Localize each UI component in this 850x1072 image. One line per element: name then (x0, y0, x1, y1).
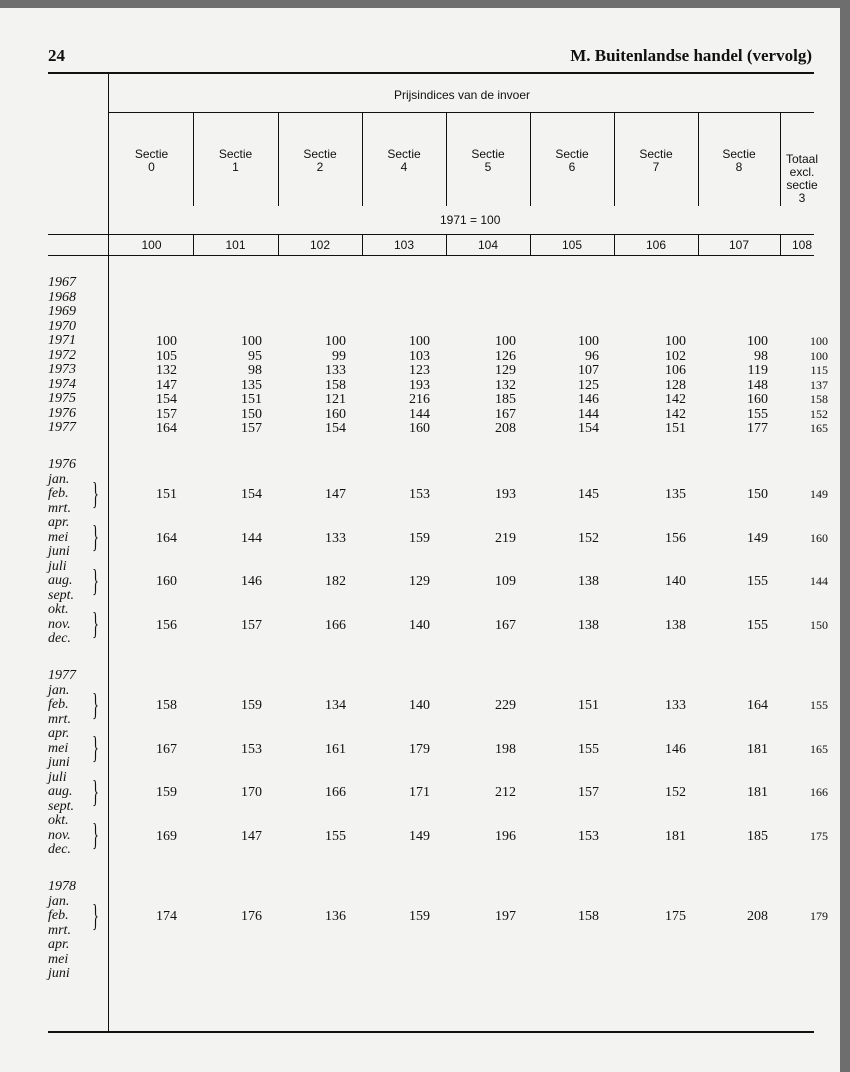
table-cell: 100 (665, 334, 686, 349)
table-cell: 158 (810, 392, 828, 406)
table-cell: 128 (665, 377, 686, 393)
table-cell: 155 (578, 741, 599, 757)
month-label: okt. (48, 813, 69, 828)
year-label: 1976 (48, 405, 76, 421)
table-cell: 154 (325, 421, 346, 436)
month-label: feb. (48, 697, 69, 712)
column-header-line: 6 (568, 160, 576, 174)
table-cell: 125 (578, 377, 599, 393)
table-cell: 100 (747, 334, 768, 349)
column-divider (446, 234, 447, 255)
column-divider (193, 112, 194, 206)
month-label: mei (48, 951, 69, 967)
column-header-line: 1 (232, 160, 239, 174)
table-cell: 170 (241, 785, 262, 800)
table-cell: 229 (495, 698, 516, 713)
table-cell: 103 (409, 348, 430, 364)
document-page (0, 8, 840, 1072)
column-header-line: Sectie (387, 147, 421, 161)
column-header-line: Sectie (303, 147, 337, 161)
table-cell: 136 (325, 909, 346, 924)
column-code: 106 (645, 238, 667, 252)
month-label: sept. (48, 587, 75, 603)
column-divider (530, 112, 531, 206)
table-cell: 153 (578, 828, 599, 844)
table-cell: 216 (409, 392, 430, 407)
column-header (278, 148, 362, 174)
table-cell: 159 (409, 530, 430, 546)
table-cell: 100 (241, 334, 262, 349)
table-cell: 154 (578, 421, 599, 436)
column-header-line: 8 (735, 160, 743, 174)
table-cell: 135 (241, 377, 262, 393)
table-cell: 160 (325, 406, 346, 422)
year-label: 1974 (48, 376, 76, 392)
column-code: 100 (141, 238, 162, 252)
table-cell: 177 (747, 421, 768, 436)
table-cell: 155 (810, 698, 828, 712)
column-header-line: Sectie (555, 147, 589, 161)
table-cell: 196 (495, 828, 516, 844)
month-label: feb. (48, 908, 69, 923)
month-label: jan. (48, 682, 70, 698)
header-rule-upper (48, 234, 814, 235)
table-cell: 100 (495, 334, 516, 349)
year-label: 1977 (48, 420, 76, 435)
year-label: 1971 (48, 333, 76, 348)
group-title: Prijsindices van de invoer (393, 88, 531, 102)
table-cell: 132 (495, 377, 516, 393)
column-header-line: Sectie (722, 147, 756, 161)
group-rule (108, 112, 814, 113)
month-label: okt. (48, 602, 69, 617)
table-cell: 152 (810, 406, 828, 421)
month-label: mei (48, 740, 69, 756)
table-cell: 140 (409, 617, 430, 633)
column-divider (614, 234, 615, 255)
year-label: 1970 (48, 318, 76, 334)
table-cell: 166 (325, 617, 346, 633)
table-cell: 181 (747, 741, 768, 757)
column-header (614, 148, 698, 174)
table-cell: 95 (248, 348, 262, 364)
column-header-line: 5 (484, 160, 492, 174)
table-cell: 146 (578, 392, 599, 407)
table-cell: 174 (156, 909, 177, 924)
table-cell: 142 (665, 406, 686, 422)
table-cell: 193 (409, 377, 430, 393)
table-cell: 157 (241, 421, 262, 436)
table-cell: 140 (409, 698, 430, 713)
table-cell: 109 (495, 574, 516, 589)
table-cell: 153 (409, 487, 430, 502)
table-cell: 185 (495, 392, 516, 407)
table-cell: 151 (156, 487, 177, 502)
column-header-line: Sectie (471, 147, 505, 161)
column-header-line: 4 (400, 160, 408, 174)
table-cell: 160 (747, 392, 768, 407)
month-label: apr. (48, 937, 70, 952)
column-header (780, 153, 824, 205)
table-cell: 166 (325, 785, 346, 800)
quarter-brace: } (92, 474, 99, 511)
month-label: juni (48, 755, 70, 770)
quarter-brace: } (92, 896, 99, 933)
column-divider (780, 112, 781, 206)
table-cell: 219 (495, 530, 516, 546)
column-header-line: 2 (316, 160, 324, 174)
table-cell: 164 (156, 421, 177, 436)
table-cell: 160 (409, 421, 430, 436)
table-cell: 185 (747, 828, 768, 844)
table-cell: 126 (495, 348, 516, 364)
month-label: juli (48, 769, 67, 785)
column-code: 102 (309, 238, 331, 252)
table-cell: 144 (241, 530, 262, 546)
table-cell: 138 (578, 574, 599, 589)
table-cell: 146 (241, 574, 262, 589)
table-cell: 164 (156, 530, 177, 546)
base-label: 1971 = 100 (440, 213, 501, 227)
table-cell: 171 (409, 785, 430, 800)
table-cell: 99 (332, 348, 346, 364)
table-cell: 198 (495, 741, 516, 757)
month-label: jan. (48, 893, 70, 909)
table-cell: 100 (156, 334, 177, 349)
column-header-line: 3 (798, 191, 806, 205)
column-header-line: Sectie (639, 147, 673, 161)
year-label: 1977 (48, 668, 76, 683)
table-cell: 193 (495, 487, 516, 502)
column-header-line: 0 (148, 160, 155, 174)
column-header (110, 148, 193, 174)
table-cell: 158 (325, 377, 346, 393)
table-cell: 158 (578, 909, 599, 924)
column-divider (530, 234, 531, 255)
table-cell: 155 (747, 617, 768, 633)
table-cell: 167 (156, 741, 177, 757)
table-cell: 106 (665, 363, 686, 378)
year-label: 1975 (48, 391, 76, 406)
table-cell: 100 (325, 334, 346, 349)
table-cell: 144 (409, 406, 430, 422)
table-cell: 154 (241, 487, 262, 502)
header-rule-lower (48, 255, 814, 256)
quarter-brace: } (92, 685, 99, 722)
month-label: juni (48, 544, 70, 559)
column-code: 103 (393, 238, 415, 252)
table-cell: 158 (156, 698, 177, 713)
table-cell: 164 (747, 698, 768, 713)
table-cell: 138 (578, 617, 599, 633)
column-code: 105 (561, 238, 583, 252)
quarter-brace: } (92, 729, 99, 765)
month-label: dec. (48, 631, 71, 646)
table-cell: 129 (495, 363, 516, 378)
table-cell: 133 (325, 363, 346, 378)
year-label: 1976 (48, 457, 76, 472)
month-label: mrt. (48, 922, 71, 938)
column-header (698, 148, 780, 174)
table-cell: 135 (665, 487, 686, 502)
table-cell: 161 (325, 741, 346, 757)
column-header (530, 148, 614, 174)
table-cell: 152 (665, 785, 686, 800)
table-cell: 150 (747, 487, 768, 502)
stub-divider (108, 72, 109, 1031)
table-cell: 98 (248, 363, 262, 378)
table-cell: 179 (409, 741, 430, 757)
table-cell: 151 (578, 698, 599, 713)
column-code: 108 (791, 238, 813, 252)
table-cell: 208 (747, 909, 768, 924)
table-cell: 175 (810, 828, 828, 843)
table-cell: 156 (665, 530, 686, 546)
table-cell: 182 (325, 574, 346, 589)
quarter-brace: } (92, 605, 99, 641)
column-divider (362, 234, 363, 255)
table-cell: 147 (241, 828, 262, 844)
table-cell: 157 (156, 406, 177, 422)
table-cell: 149 (810, 487, 828, 501)
month-label: aug. (48, 573, 73, 588)
month-label: juni (48, 966, 70, 981)
table-cell: 176 (241, 909, 262, 924)
year-label: 1972 (48, 347, 76, 363)
table-cell: 119 (747, 363, 768, 378)
column-header (362, 148, 446, 174)
month-label: apr. (48, 726, 70, 741)
table-cell: 167 (495, 406, 516, 422)
table-cell: 165 (810, 421, 828, 435)
table-cell: 212 (495, 785, 516, 800)
column-header-line: Sectie (134, 147, 169, 161)
bottom-rule (48, 1031, 814, 1033)
table-cell: 197 (495, 909, 516, 924)
table-cell: 157 (241, 617, 262, 633)
table-cell: 140 (665, 574, 686, 589)
column-divider (698, 234, 699, 255)
column-header (446, 148, 530, 174)
year-label: 1978 (48, 879, 76, 894)
column-divider (193, 234, 194, 255)
table-cell: 157 (578, 785, 599, 800)
year-label: 1973 (48, 362, 76, 377)
table-cell: 96 (585, 348, 599, 364)
table-cell: 150 (810, 617, 828, 632)
table-cell: 155 (747, 574, 768, 589)
table-cell: 144 (578, 406, 599, 422)
column-divider (780, 234, 781, 255)
table-cell: 151 (665, 421, 686, 436)
table-cell: 150 (241, 406, 262, 422)
column-divider (698, 112, 699, 206)
table-cell: 100 (578, 334, 599, 349)
table-cell: 181 (665, 828, 686, 844)
month-label: nov. (48, 616, 71, 632)
column-code: 101 (225, 238, 246, 252)
page-number: 24 (48, 46, 65, 65)
column-header-line: Totaal (785, 152, 819, 166)
month-label: mei (48, 529, 69, 545)
table-cell: 102 (665, 348, 686, 364)
table-cell: 123 (409, 363, 430, 378)
column-code: 107 (728, 238, 750, 252)
column-divider (278, 234, 279, 255)
column-header (193, 148, 278, 174)
table-cell: 134 (325, 698, 346, 713)
month-label: jan. (48, 471, 70, 487)
month-label: juli (48, 558, 67, 574)
table-cell: 147 (156, 377, 177, 393)
table-cell: 175 (665, 909, 686, 924)
table-cell: 149 (747, 530, 768, 546)
table-cell: 169 (156, 828, 177, 844)
table-cell: 144 (810, 574, 828, 588)
column-code: 104 (477, 238, 499, 252)
table-cell: 166 (810, 785, 828, 799)
table-cell: 156 (156, 617, 177, 633)
section-title: M. Buitenlandse handel (vervolg) (570, 46, 812, 65)
table-cell: 133 (325, 530, 346, 546)
table-cell: 159 (241, 698, 262, 713)
column-divider (446, 112, 447, 206)
table-cell: 154 (156, 392, 177, 407)
column-divider (614, 112, 615, 206)
quarter-brace: } (92, 772, 99, 809)
table-cell: 160 (810, 530, 828, 545)
table-cell: 181 (747, 785, 768, 800)
table-cell: 149 (409, 828, 430, 844)
table-cell: 159 (409, 909, 430, 924)
table-cell: 129 (409, 574, 430, 589)
table-cell: 152 (578, 530, 599, 546)
year-label: 1969 (48, 304, 76, 319)
year-label: 1968 (48, 289, 76, 305)
month-label: aug. (48, 784, 73, 799)
column-divider (362, 112, 363, 206)
table-cell: 138 (665, 617, 686, 633)
column-header-line: excl. (789, 165, 815, 179)
table-cell: 148 (747, 377, 768, 393)
table-cell: 167 (495, 617, 516, 633)
table-cell: 137 (810, 377, 828, 392)
month-label: feb. (48, 486, 69, 501)
table-cell: 179 (810, 909, 828, 923)
table-cell: 165 (810, 741, 828, 756)
table-cell: 147 (325, 487, 346, 502)
month-label: sept. (48, 798, 75, 814)
table-cell: 133 (665, 698, 686, 713)
table-cell: 107 (578, 363, 599, 378)
quarter-brace: } (92, 518, 99, 554)
quarter-brace: } (92, 561, 99, 598)
table-cell: 159 (156, 785, 177, 800)
table-cell: 160 (156, 574, 177, 589)
column-header-line: sectie (786, 178, 818, 192)
column-header-line: Sectie (218, 147, 253, 161)
table-cell: 115 (810, 363, 828, 377)
year-label: 1967 (48, 275, 76, 290)
quarter-brace: } (92, 816, 99, 852)
table-cell: 98 (754, 348, 768, 364)
table-cell: 153 (241, 741, 262, 757)
column-header-line: 7 (652, 160, 660, 174)
table-cell: 100 (810, 348, 828, 363)
top-rule (48, 72, 814, 74)
table-cell: 100 (810, 334, 828, 348)
table-cell: 121 (325, 392, 346, 407)
column-divider (278, 112, 279, 206)
table-cell: 105 (156, 348, 177, 364)
month-label: mrt. (48, 711, 71, 727)
table-cell: 132 (156, 363, 177, 378)
table-cell: 155 (325, 828, 346, 844)
month-label: dec. (48, 842, 71, 857)
table-cell: 145 (578, 487, 599, 502)
table-cell: 100 (409, 334, 430, 349)
table-cell: 146 (665, 741, 686, 757)
month-label: nov. (48, 827, 71, 843)
table-cell: 155 (747, 406, 768, 422)
table-cell: 151 (241, 392, 262, 407)
table-cell: 208 (495, 421, 516, 436)
table-cell: 142 (665, 392, 686, 407)
month-label: apr. (48, 515, 70, 530)
month-label: mrt. (48, 500, 71, 516)
